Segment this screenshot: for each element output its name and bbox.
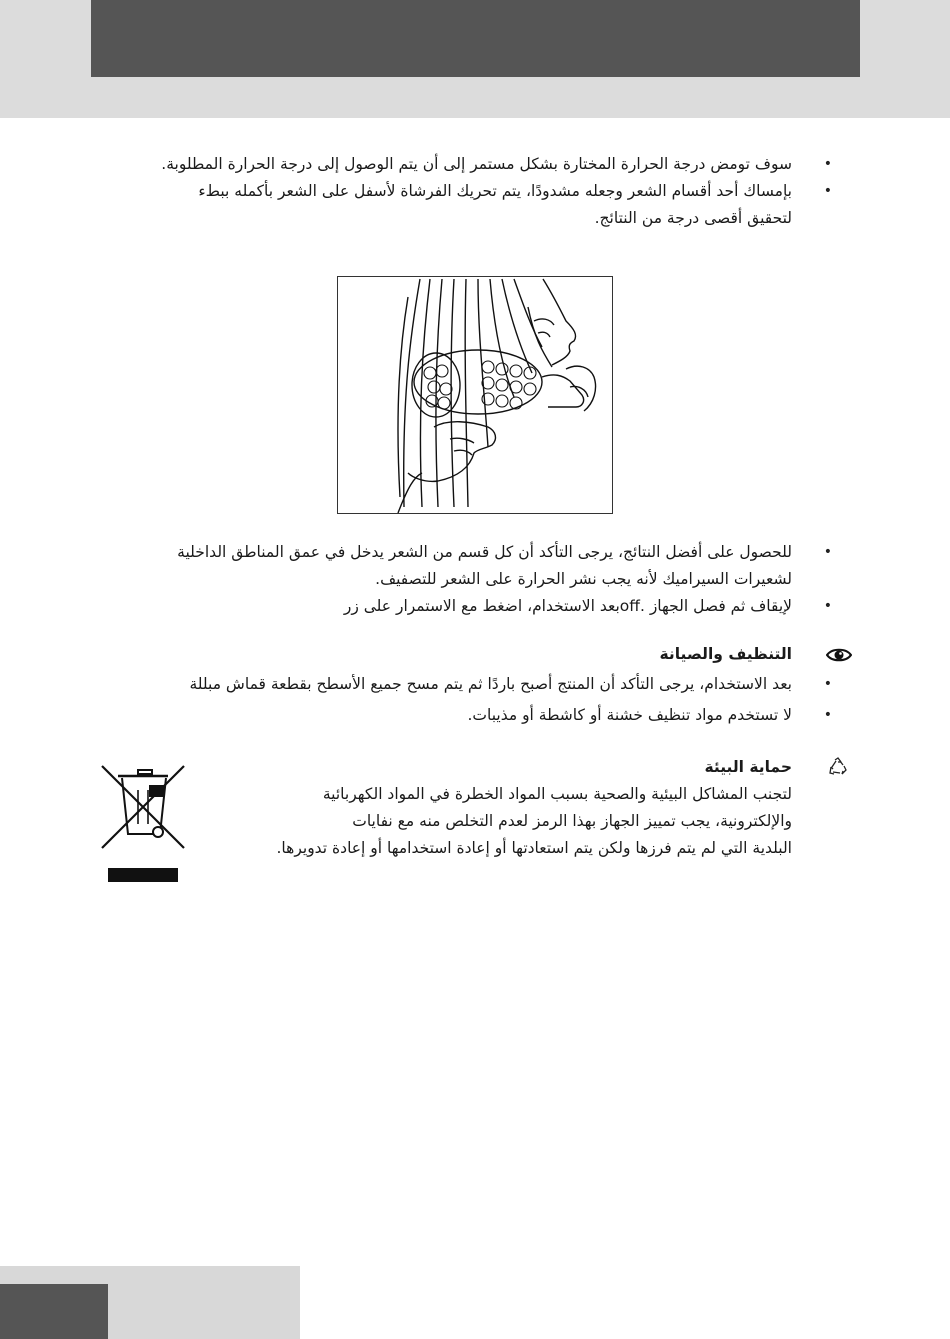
environment-line-3: البلدية التي لم يتم فرزها ولكن يتم استعادتها أو إعادة استخدامها أو إعادة تدويرها. (276, 839, 792, 857)
section2 (152, 539, 792, 620)
cleaning-title: التنظيف والصيانة (659, 645, 792, 663)
recycle-icon (828, 757, 848, 781)
hair-brushing-illustration (337, 276, 613, 514)
cleaning-bullet-1: • بعد الاستخدام، يرجى التأكد أن المنتج أصبح باردًا ثم يتم مسح جميع الأسطح بقطعة قماش مبللة (132, 671, 792, 698)
section1-bullet-2: • بإمساك أحد أقسام الشعر وجعله مشدودًا، يتم تحريك الفرشاة لأسفل على الشعر بأكمله ببطء لتحقيق أقصى درجة من النتائج. (152, 178, 792, 232)
section2-bullet-1: • للحصول على أفضل النتائج، يرجى التأكد أن كل قسم من الشعر يدخل في عمق المناطق الداخلية لشعيرات السيراميك لأنه يجب نشر الحرارة على الشعر للتصفيف. (152, 539, 792, 593)
environment-line-2: والإلكترونية، يجب تمييز الجهاز بهذا الرمز لعدم التخلص منه مع نفايات (352, 812, 792, 830)
section1 (152, 151, 792, 232)
environment-title: حماية البيئة (704, 758, 792, 776)
section1-bullet-1: • سوف تومض درجة الحرارة المختارة بشكل مستمر إلى أن يتم الوصول إلى درجة الحرارة المطلوبة. (152, 151, 792, 178)
cleaning-list (132, 671, 792, 729)
environment-text (212, 781, 792, 862)
environment-line-1: لتجنب المشاكل البيئية والصحية بسبب المواد الخطرة في المواد الكهربائية (322, 785, 792, 803)
footer-block (0, 1284, 108, 1339)
section2-bullet-2: • لإيقاف ثم فصل الجهاز .offبعد الاستخدام، اضغط مع الاستمرار على زر (152, 593, 792, 620)
crossed-out-bin-icon (100, 764, 188, 890)
section1-list (152, 151, 792, 232)
cleaning-bullet-2: • لا تستخدم مواد تنظيف خشنة أو كاشطة أو مذيبات. (132, 702, 792, 729)
section2-list (152, 539, 792, 620)
cleaning (132, 671, 792, 729)
header-bar (91, 0, 860, 77)
eye-icon (826, 646, 852, 668)
